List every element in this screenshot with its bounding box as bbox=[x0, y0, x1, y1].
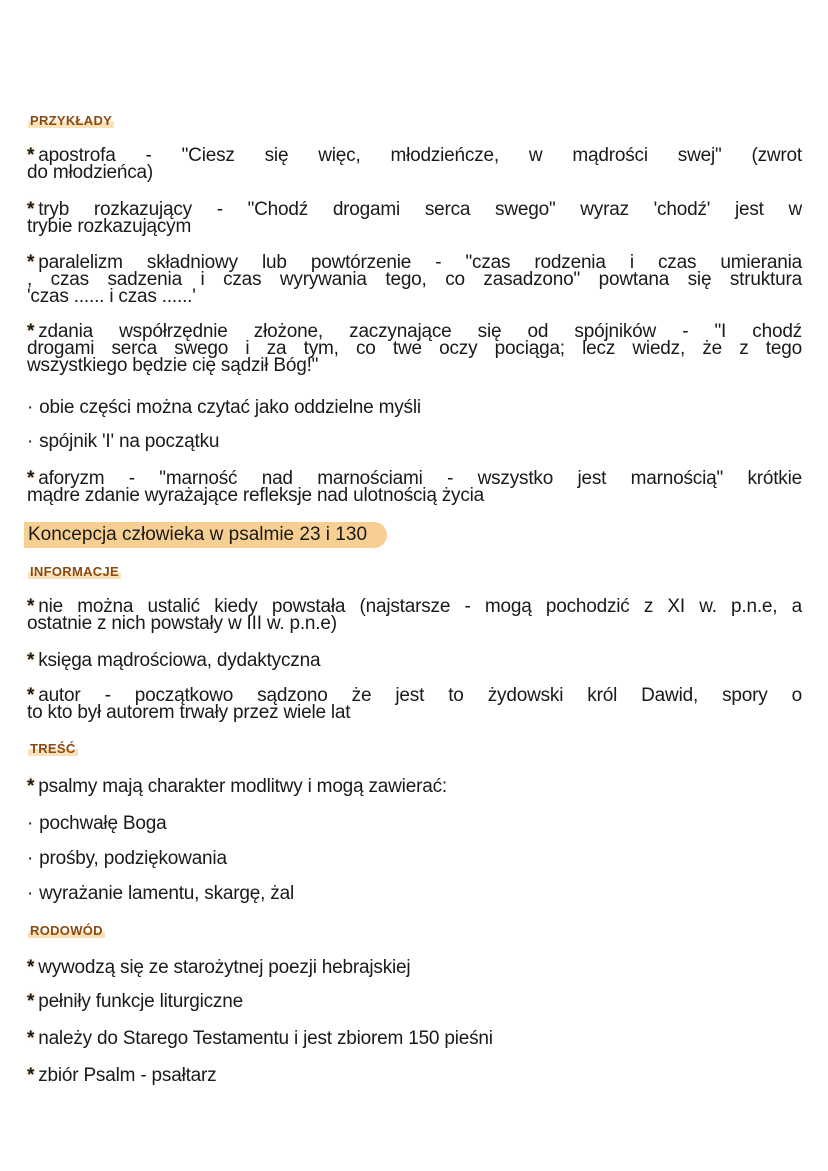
star-icon: * bbox=[27, 991, 35, 1012]
star-icon: * bbox=[27, 321, 35, 342]
list-item: * pełniły funkcje liturgiczne bbox=[27, 991, 243, 1012]
heading-rodowod: RODOWÓD bbox=[30, 923, 103, 938]
heading-przyklady: PRZYKŁADY bbox=[30, 113, 113, 128]
sub-point: · pochwałę Boga bbox=[27, 813, 167, 834]
star-icon: * bbox=[27, 957, 35, 978]
section-title: Koncepcja człowieka w psalmie 23 i 130 bbox=[24, 522, 387, 548]
star-icon: * bbox=[27, 252, 35, 273]
star-icon: * bbox=[27, 776, 35, 797]
list-item: * zbiór Psalm - psałtarz bbox=[27, 1065, 217, 1086]
star-icon: * bbox=[27, 596, 35, 617]
list-item: * księga mądrościowa, dydaktyczna bbox=[27, 650, 321, 671]
star-icon: * bbox=[27, 650, 35, 671]
list-item: * należy do Starego Testamentu i jest zbiorem 150 pieśni bbox=[27, 1028, 493, 1049]
heading-tresc: TREŚĆ bbox=[30, 741, 76, 756]
heading-informacje: INFORMACJE bbox=[30, 564, 119, 579]
star-icon: * bbox=[27, 199, 35, 220]
list-item: * psalmy mają charakter modlitwy i mogą zawierać: bbox=[27, 776, 447, 797]
sub-point: · prośby, podziękowania bbox=[27, 848, 227, 869]
star-icon: * bbox=[27, 1028, 35, 1049]
sub-point: · spójnik 'I' na początku bbox=[27, 431, 220, 452]
star-icon: * bbox=[27, 685, 35, 706]
sub-point: · obie części można czytać jako oddzielne myśli bbox=[27, 397, 421, 418]
list-item: * wywodzą się ze starożytnej poezji hebrajskiej bbox=[27, 957, 411, 978]
star-icon: * bbox=[27, 1065, 35, 1086]
sub-point: · wyrażanie lamentu, skargę, żal bbox=[27, 883, 294, 904]
star-icon: * bbox=[27, 145, 35, 166]
star-icon: * bbox=[27, 468, 35, 489]
